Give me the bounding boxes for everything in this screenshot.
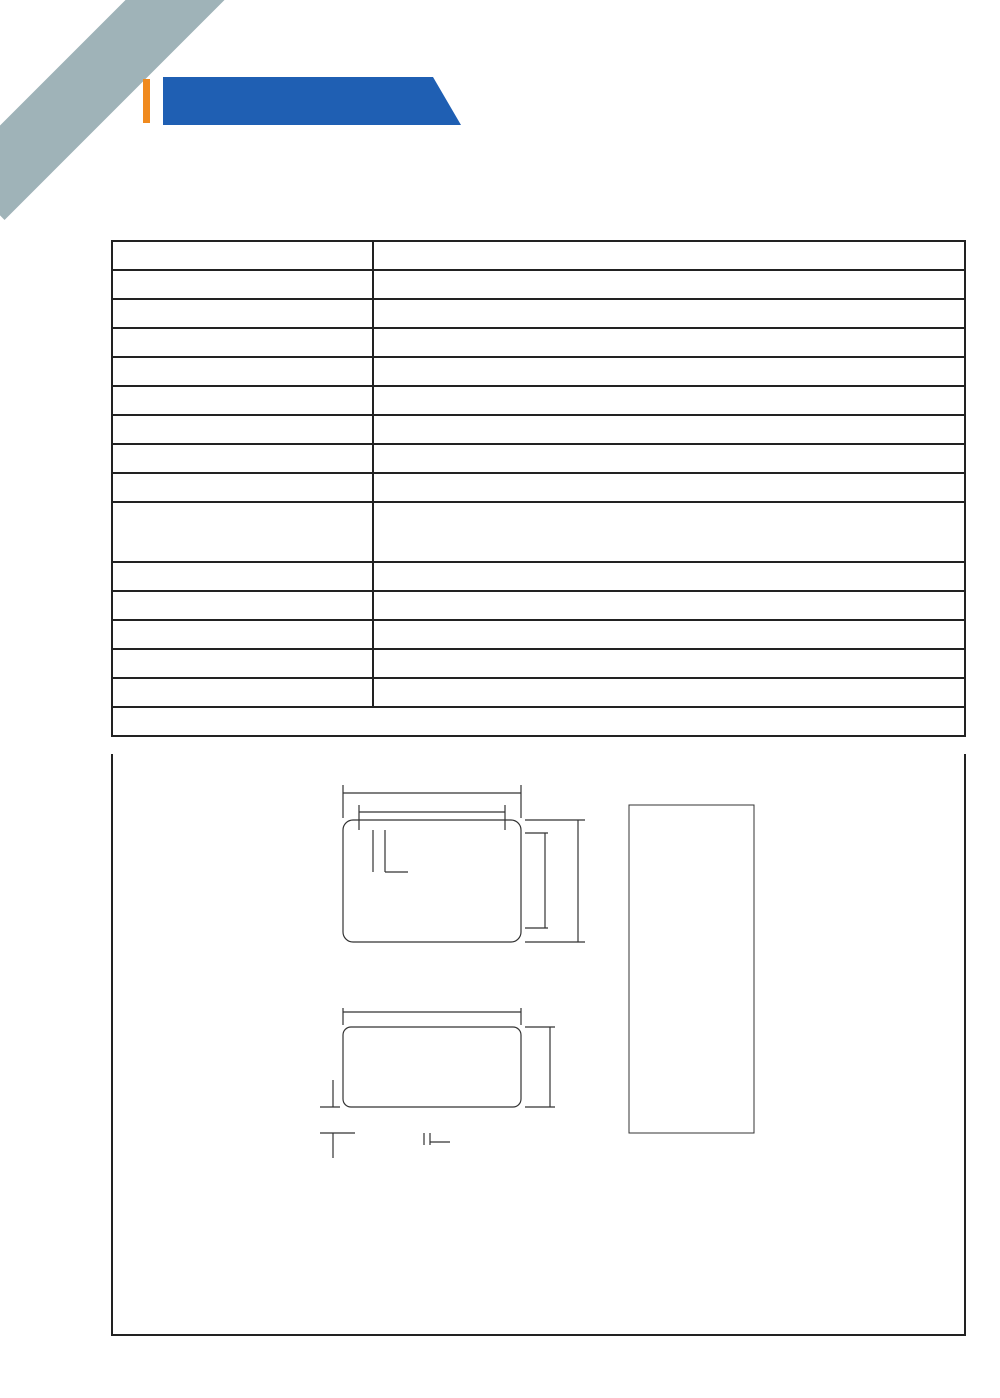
bottom-view-outline — [343, 820, 521, 942]
side-view-outline — [343, 1027, 521, 1107]
pin-table — [629, 805, 754, 1133]
